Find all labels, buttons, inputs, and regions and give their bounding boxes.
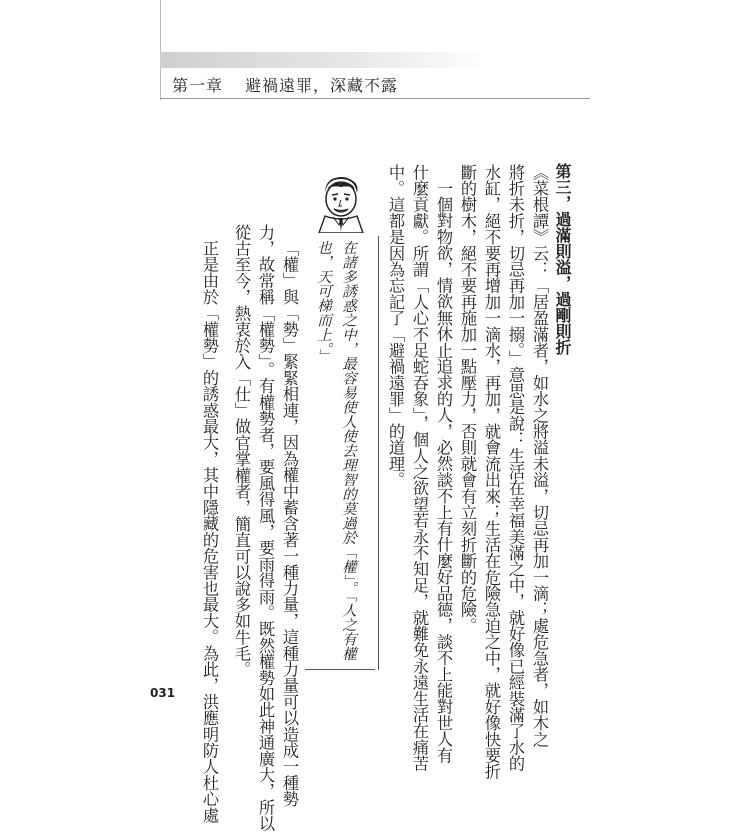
page-number: 031	[150, 686, 176, 700]
chapter-title: 避禍遠罪，深藏不露	[245, 76, 399, 95]
text-column: 正是由於「權勢」的誘惑最大，其中隱藏的危害也最大。為此，洪應明防人杜心處	[200, 240, 219, 824]
text-column: 什麼貢獻。所謂「人心不足蛇吞象」，個人之欲望若永不知足，就難免永遠生活在痛苦	[410, 164, 429, 772]
quote-bottom-rule	[305, 669, 375, 670]
text-column: 《菜根譚》云：「居盈滿者，如水之將溢未溢，切忌再加一滴；處危急者，如木之	[530, 164, 549, 748]
chapter-header	[172, 73, 398, 96]
chapter-number: 第一章	[172, 76, 224, 95]
cartoon-face-icon	[315, 175, 367, 233]
quote-line: 在諸多誘惑之中，最容易使人使去理智的莫過於「權」。「人之有權	[340, 240, 356, 661]
section-title: 第三，過滿則溢，過剛則折	[553, 163, 572, 355]
text-column: 中。這都是因為忘記了「避禍遠罪」的道理。	[386, 164, 405, 488]
header-rule	[160, 98, 590, 99]
text-column: 斷的樹木，絕不要再施加一點壓力，否則就會有立刻折斷的危險。	[458, 164, 477, 634]
text-column: 力，故常稱「權勢」。有權勢者，要風得風，要雨得雨。既然權勢如此神通廣大，所以	[256, 224, 275, 832]
text-column: 將折未折，切忌再加一搦。」意思是說：生活在幸福美滿之中，就好像已經裝滿了水的	[506, 164, 525, 772]
margin-line	[160, 0, 161, 100]
text-column: 一個對物欲，情欲無休止追求的人，必然談不上有什麼好品德，談不上能對世人有	[434, 180, 453, 764]
quote-divider-right	[378, 236, 379, 670]
text-column: 水缸，絕不要再增加一滴水，再加，就會流出來；生活在危險急迫之中，就好像快要折	[482, 164, 501, 780]
quote-line: 也，天可梯而上。」	[315, 240, 331, 364]
text-column: 從古至今，熱衷於入「仕」做官掌權者，簡直可以說多如牛毛。	[232, 224, 251, 678]
text-column: 「權」與「勢」緊緊相連，因為權中蓄含著一種力量，這種力量可以造成一種勢	[280, 240, 299, 807]
header-tab	[160, 52, 490, 68]
